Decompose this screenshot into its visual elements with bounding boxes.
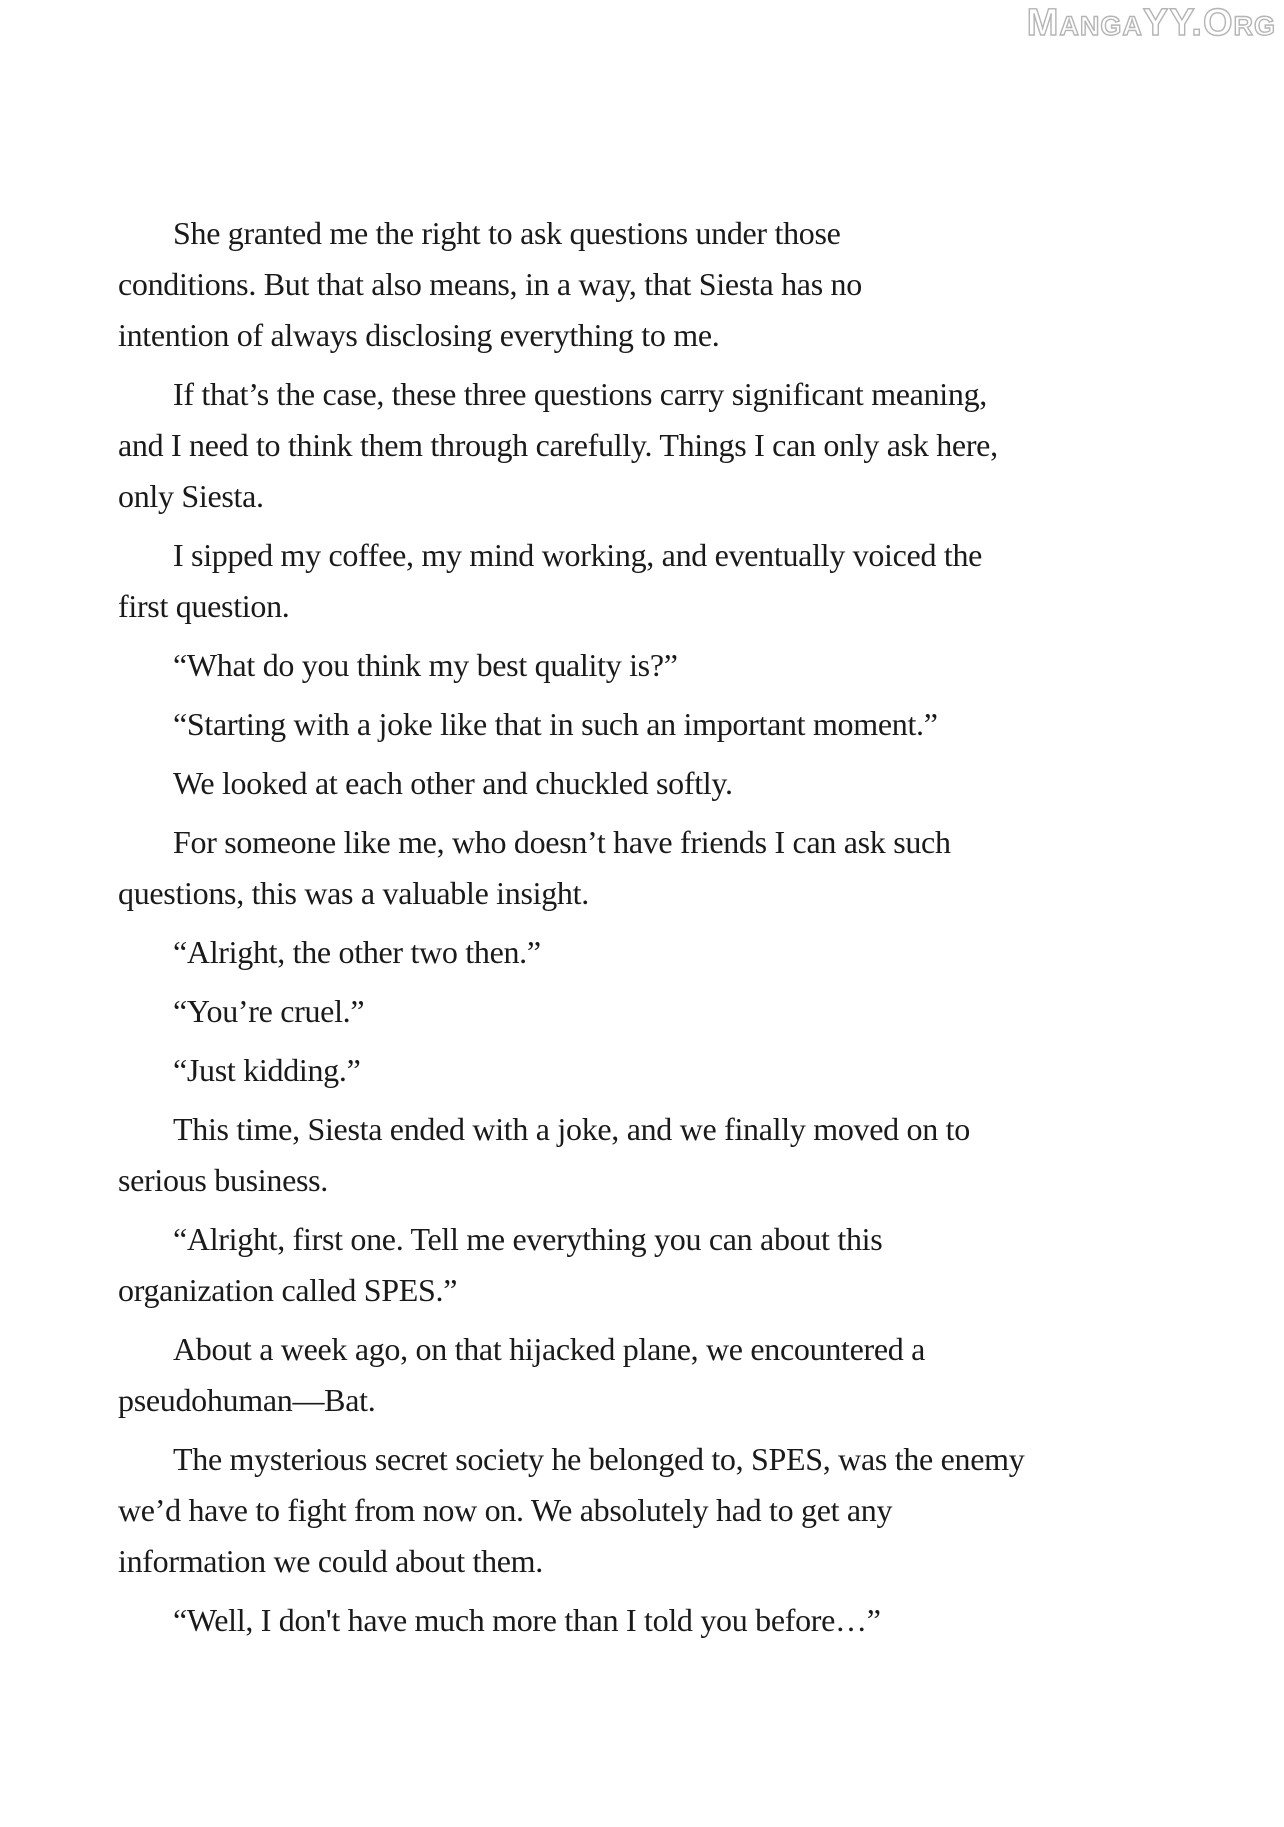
paragraph [118,817,1038,919]
text-line: organization called SPES.” [118,1272,458,1308]
text-line: pseudohuman—Bat. [118,1382,376,1418]
paragraph [118,1214,1038,1316]
text-line: “Starting with a joke like that in such an important moment.” [173,706,938,742]
paragraph [118,530,1038,632]
text-line: “Alright, the other two then.” [173,934,541,970]
text-line: “What do you think my best quality is?” [173,647,678,683]
paragraph [118,927,1038,978]
text-line: “You’re cruel.” [173,993,365,1029]
text-line: “Just kidding.” [173,1052,361,1088]
paragraph [118,1104,1038,1206]
paragraph [118,640,1038,691]
paragraph [118,986,1038,1037]
text-line: I sipped my coffee, my mind working, and eventually voiced the [173,537,983,573]
text-line: and I need to think them through carefully. Things I can only ask here, [118,427,998,463]
text-line: If that’s the case, these three questions carry significant meaning, [173,376,987,412]
paragraph [118,699,1038,750]
text-line: only Siesta. [118,478,264,514]
paragraph [118,369,1038,522]
paragraph [118,1434,1038,1587]
novel-text-block [118,208,1038,1646]
text-line: questions, this was a valuable insight. [118,875,589,911]
paragraph [118,208,1038,361]
text-line: intention of always disclosing everything to me. [118,317,720,353]
text-line: serious business. [118,1162,329,1198]
text-line: We looked at each other and chuckled softly. [173,765,733,801]
paragraph [118,758,1038,809]
text-line: “Well, I don't have much more than I told you before…” [173,1602,881,1638]
text-line: conditions. But that also means, in a way, that Siesta has no [118,266,862,302]
paragraph [118,1045,1038,1096]
text-line: The mysterious secret society he belonged to, SPES, was the enemy [173,1441,1025,1477]
text-line: For someone like me, who doesn’t have friends I can ask such [173,824,951,860]
watermark-logo: MangaYY.Org [1026,2,1276,44]
text-line: information we could about them. [118,1543,543,1579]
text-line: She granted me the right to ask questions under those [173,215,841,251]
text-line: This time, Siesta ended with a joke, and we finally moved on to [173,1111,970,1147]
paragraph [118,1324,1038,1426]
text-line: About a week ago, on that hijacked plane, we encountered a [173,1331,926,1367]
paragraph [118,1595,1038,1646]
text-line: first question. [118,588,290,624]
text-line: “Alright, first one. Tell me everything you can about this [173,1221,883,1257]
text-line: we’d have to fight from now on. We absolutely had to get any [118,1492,893,1528]
